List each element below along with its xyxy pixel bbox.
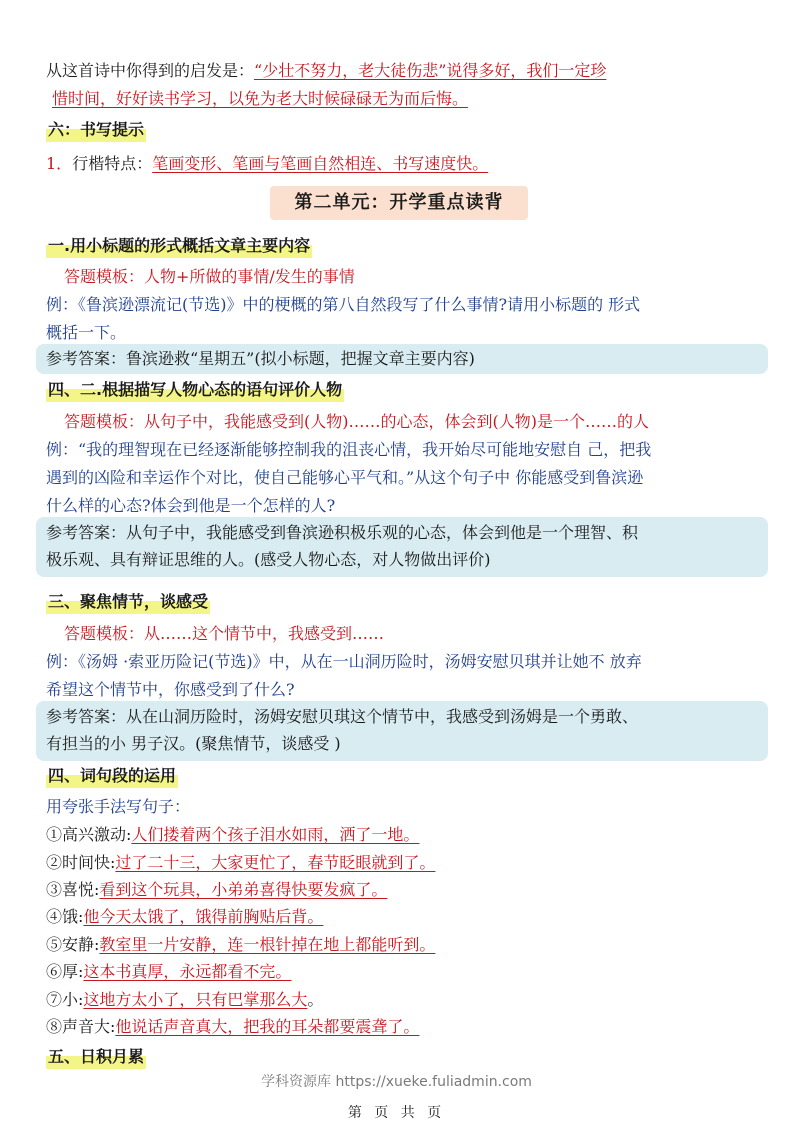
poem-takeaway-answer-cont: 惜时间，好好读书学习，以免为老大时候碌碌无为而后悔。: [52, 89, 469, 108]
list-item-answer: 教室里一片安静，连一根针掉在地上都能听到。: [99, 935, 436, 954]
footer-watermark: 学科资源库 https://xueke.fuliadmin.com: [261, 1074, 532, 1090]
s2-template: 答题模板：从句子中，我能感受到(人物)……的心态，体会到(人物)是一个……的人: [64, 412, 649, 431]
s2-answer-box: [36, 517, 768, 577]
unit-title: 第二单元：开学重点读背: [270, 186, 528, 220]
s3-answer-box: [36, 701, 768, 761]
section-6-item-number: 1．: [46, 154, 73, 173]
list-item: [46, 1014, 419, 1040]
s2-answer-line-2: 极乐观、具有辩证思维的人。(感受人物心态，对人物做出评价): [46, 550, 491, 569]
list-item-answer: 过了二十三，大家更忙了，春节眨眼就到了。: [115, 853, 436, 872]
s2-example-line-1: 例：“我的理智现在已经逐渐能够控制我的沮丧心情，我开始尽可能地安慰自 己，把我: [46, 440, 652, 459]
list-item: [46, 987, 323, 1013]
s4-intro: 用夸张手法写句子：: [46, 797, 191, 816]
section-6-heading: 六：书写提示: [46, 118, 146, 142]
section-6-item-lead: 行楷特点：: [72, 154, 153, 173]
section-6-item-answer: 笔画变形、笔画与笔画自然相连、书写速度快。: [152, 154, 489, 173]
list-item: [46, 877, 387, 903]
list-item: [46, 959, 291, 985]
s1-example-line-1: 例：《鲁滨逊漂流记(节选)》中的梗概的第八自然段写了什么事情?请用小标题的 形式: [46, 295, 641, 314]
list-item-answer: 这地方太小了，只有巴掌那么大: [83, 990, 308, 1009]
list-item-answer: 人们搂着两个孩子泪水如雨，洒了一地。: [131, 825, 420, 844]
list-item-label: ④饿:: [46, 907, 84, 926]
list-item-label: ③喜悦:: [46, 880, 100, 899]
list-item: [46, 850, 435, 876]
list-item-label: ②时间快:: [46, 853, 116, 872]
s2-answer-line-1: 参考答案：从句子中，我能感受到鲁滨逊积极乐观的心态，体会到他是一个理智、积: [46, 523, 639, 542]
s3-heading: 三、聚焦情节，谈感受: [46, 590, 210, 614]
s4-heading: 四、词句段的运用: [46, 764, 178, 788]
list-item-answer: 看到这个玩具，小弟弟喜得快要发疯了。: [99, 880, 388, 899]
page-number: 第 页 共 页: [347, 1105, 446, 1121]
s1-answer-box: [36, 344, 768, 374]
list-item-answer: 他说话声音真大，把我的耳朵都要震聋了。: [115, 1017, 420, 1036]
list-item-label: ⑤安静:: [46, 935, 100, 954]
list-item: [46, 822, 419, 848]
s2-example-line-3: 什么样的心态?体会到他是一个怎样的人?: [46, 496, 336, 515]
poem-takeaway-line-2: [52, 86, 468, 112]
s1-template: 答题模板：人物+所做的事情/发生的事情: [64, 267, 355, 286]
list-item-answer: 这本书真厚，永远都看不完。: [83, 962, 292, 981]
poem-takeaway-answer: “少壮不努力，老大徒伤悲”说得多好，我们一定珍: [254, 61, 607, 80]
poem-takeaway-lead: 从这首诗中你得到的启发是：: [46, 61, 255, 80]
s3-example-line-2: 希望这个情节中，你感受到了什么?: [46, 680, 295, 699]
s5-heading: 五、日积月累: [46, 1045, 146, 1069]
poem-takeaway-line-1: [46, 58, 606, 84]
s3-example-line-1: 例：《汤姆 ·索亚历险记(节选)》中，从在一山洞历险时，汤姆安慰贝琪并让她不 放弃: [46, 652, 642, 671]
list-item-label: ⑧声音大:: [46, 1017, 116, 1036]
list-item-label: ⑥厚:: [46, 962, 84, 981]
list-item: [46, 904, 323, 930]
s3-answer-line-1: 参考答案：从在山洞历险时，汤姆安慰贝琪这个情节中，我感受到汤姆是一个勇敢、: [46, 707, 639, 726]
list-item: [46, 932, 435, 958]
s3-answer-line-2: 有担当的小 男子汉。(聚焦情节，谈感受 ): [46, 734, 341, 753]
list-item-label: ⑦小:: [46, 990, 84, 1009]
section-6-item: [46, 151, 488, 177]
s1-answer: 参考答案：鲁滨逊救“星期五”(拟小标题，把握文章主要内容): [46, 349, 475, 368]
list-item-tail: 。: [307, 990, 324, 1009]
list-item-answer: 他今天太饿了，饿得前胸贴后背。: [83, 907, 324, 926]
s2-example-line-2: 遇到的凶险和幸运作个对比，使自己能够心平气和。”从这个句子中 你能感受到鲁滨逊: [46, 468, 644, 487]
s1-example-line-2: 概括一下。: [46, 323, 127, 342]
s2-heading: 四、二.根据描写人物心态的语句评价人物: [46, 378, 344, 402]
list-item-label: ①高兴激动:: [46, 825, 132, 844]
s3-template: 答题模板：从……这个情节中，我感受到……: [64, 624, 385, 643]
s1-heading: 一.用小标题的形式概括文章主要内容: [46, 234, 312, 258]
